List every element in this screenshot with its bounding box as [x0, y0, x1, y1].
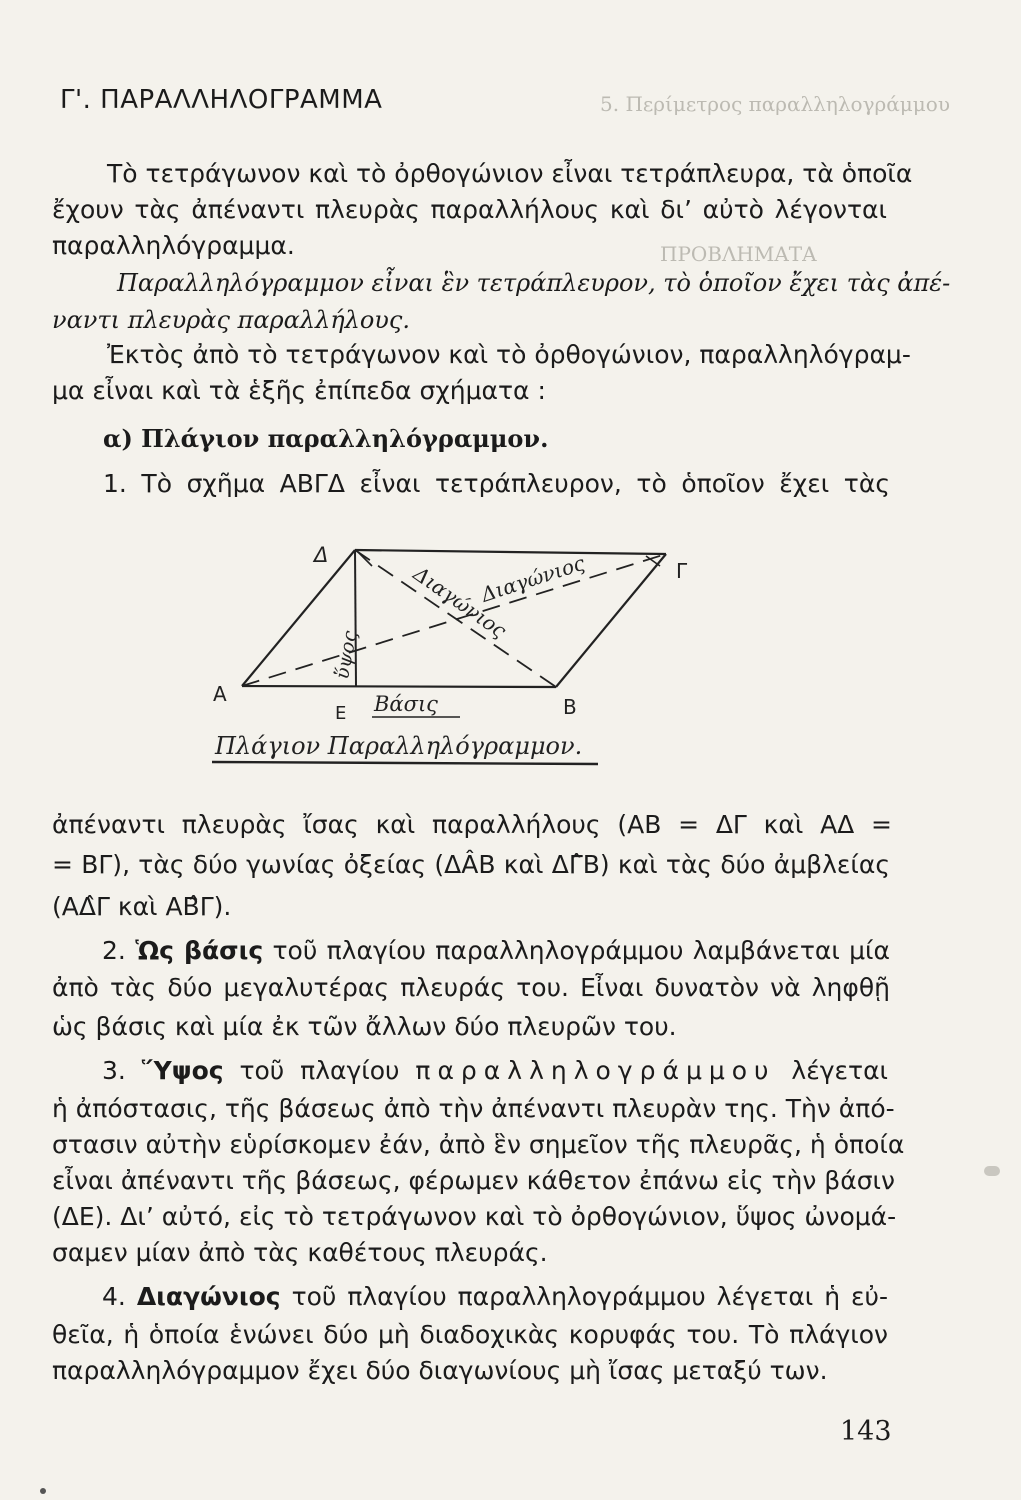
- item2-line-1: [102, 934, 890, 968]
- item2-line-2: ἀπὸ τὰς δύο μεγαλυτέρας πλευράς του. Εἶναι δυνατὸν νὰ ληφθῇ: [52, 973, 890, 1002]
- item3-term: Ὕψος: [141, 1056, 224, 1085]
- item3-line-3: στασιν αὐτὴν εὑρίσκομεν ἐάν, ἀπὸ ἓν σημεῖον τῆς πλευρᾶς, ἡ ὁποία: [52, 1130, 905, 1159]
- height-label: ὕψος: [331, 629, 362, 681]
- item1-line-3: = ΒΓ), τὰς δύο γωνίας ὀξείας (ΔÂΒ καὶ ΔΓ̂Β) καὶ τὰς δύο ἀμβλείας: [52, 850, 890, 879]
- base-label: Βάσις: [374, 692, 438, 716]
- item3-line-1-spaced: παραλληλογράμμου: [415, 1056, 776, 1085]
- diagonal-ag: [242, 554, 666, 686]
- item2-line-3: ὡς βάσις καὶ μία ἐκ τῶν ἄλλων δύο πλευρῶν του.: [52, 1012, 677, 1041]
- intro-line-3: παραλληλόγραμμα.: [52, 231, 295, 260]
- item3-line-4: εἶναι ἀπέναντι τῆς βάσεως, φέρωμεν κάθετον ἐπάνω εἰς τὴν βάσιν: [52, 1166, 895, 1195]
- intro-line-1: Τὸ τετράγωνον καὶ τὸ ὀρθογώνιον εἶναι τετράπλευρα, τὰ ὁποῖα: [107, 159, 913, 188]
- item4-line-1-rest: τοῦ πλαγίου παραλληλογράμμου λέγεται ἡ εὐ-: [291, 1282, 888, 1311]
- item3-line-1: [102, 1054, 888, 1088]
- bleed-through-text: ΠΡΟΒΛΗΜΑΤΑ: [660, 242, 817, 266]
- item4-line-3: παραλληλόγραμμον ἔχει δύο διαγωνίους μὴ ἴσας μεταξύ των.: [52, 1356, 828, 1385]
- bleed-through-text: 5. Περίμετρος παραλληλογράμμου: [600, 92, 950, 116]
- item3-line-2: ἡ ἀπόστασις, τῆς βάσεως ἀπὸ τὴν ἀπέναντι πλευρὰν της. Τὴν ἀπό-: [52, 1094, 895, 1123]
- item4-number: 4.: [102, 1282, 126, 1311]
- definition-line-1: Παραλληλόγραμμον εἶναι ἓν τετράπλευρον, τὸ ὁποῖον ἔχει τὰς ἀπέ-: [117, 269, 951, 297]
- item3-line-6: σαμεν μίαν ἀπὸ τὰς καθέτους πλευράς.: [52, 1238, 548, 1267]
- section-title: Γ'. ΠΑΡΑΛΛΗΛΟΓΡΑΜΜΑ: [60, 85, 383, 115]
- item3-line-1-mid: τοῦ πλαγίου: [239, 1056, 400, 1085]
- item1-line-1: 1. Τὸ σχῆμα ΑΒΓΔ εἶναι τετράπλευρον, τὸ ὁποῖον ἔχει τὰς: [103, 469, 890, 498]
- item1-line-4: (ΑΔ̂Γ καὶ ΑΒ̂Γ).: [52, 892, 232, 921]
- item2-term: Ὡς βάσις: [135, 936, 264, 965]
- diagonal-label-1: Διαγώνιος: [409, 561, 511, 643]
- other-shapes-line-2: μα εἶναι καὶ τὰ ἑξῆς ἐπίπεδα σχήματα :: [52, 376, 546, 405]
- side-gd: [355, 550, 666, 554]
- item4-term: Διαγώνιος: [136, 1282, 281, 1311]
- diagonal-label-2: Διαγώνιος: [478, 550, 588, 607]
- item3-line-5: (ΔΕ). Δι’ αὐτό, εἰς τὸ τετράγωνον καὶ τὸ ὀρθογώνιον, ὕψος ὠνομά-: [52, 1202, 897, 1231]
- vertex-label-b: Β: [563, 695, 577, 719]
- item4-line-2: θεῖα, ἡ ὁποία ἑνώνει δύο μὴ διαδοχικὰς κορυφάς του. Τὸ πλάγιον: [52, 1320, 888, 1349]
- page-speck: [40, 1488, 46, 1494]
- other-shapes-line-1: Ἐκτὸς ἀπὸ τὸ τετράγωνον καὶ τὸ ὀρθογώνιον, παραλληλόγραμ-: [107, 340, 911, 369]
- page-number: 143: [840, 1416, 892, 1447]
- item2-line-1-rest: τοῦ πλαγίου παραλληλογράμμου λαμβάνεται μία: [272, 936, 890, 965]
- vertex-label-a: Α: [213, 682, 227, 706]
- item2-number: 2.: [102, 936, 126, 965]
- item3-line-1-end: λέγεται: [791, 1056, 889, 1085]
- subheading: α) Πλάγιον παραλληλόγραμμον.: [103, 424, 549, 453]
- page-speck: [984, 1166, 1000, 1176]
- caption-underline: [212, 762, 598, 764]
- item1-line-2: ἀπέναντι πλευρὰς ἴσας καὶ παραλλήλους (ΑΒ = ΔΓ καὶ ΑΔ =: [52, 810, 892, 839]
- item4-line-1: [102, 1280, 888, 1314]
- vertex-label-g: Γ: [676, 559, 688, 583]
- definition-line-2: ναντι πλευρὰς παραλλήλους.: [52, 306, 410, 334]
- figure-caption: Πλάγιον Παραλληλόγραμμον.: [215, 732, 583, 760]
- intro-line-2: ἔχουν τὰς ἀπέναντι πλευρὰς παραλλήλους καὶ δι’ αὐτὸ λέγονται: [52, 195, 887, 224]
- foot-label-e: Ε: [335, 703, 347, 724]
- side-ab: [242, 686, 556, 687]
- vertex-label-d: Δ: [314, 543, 329, 567]
- item3-number: 3.: [102, 1056, 126, 1085]
